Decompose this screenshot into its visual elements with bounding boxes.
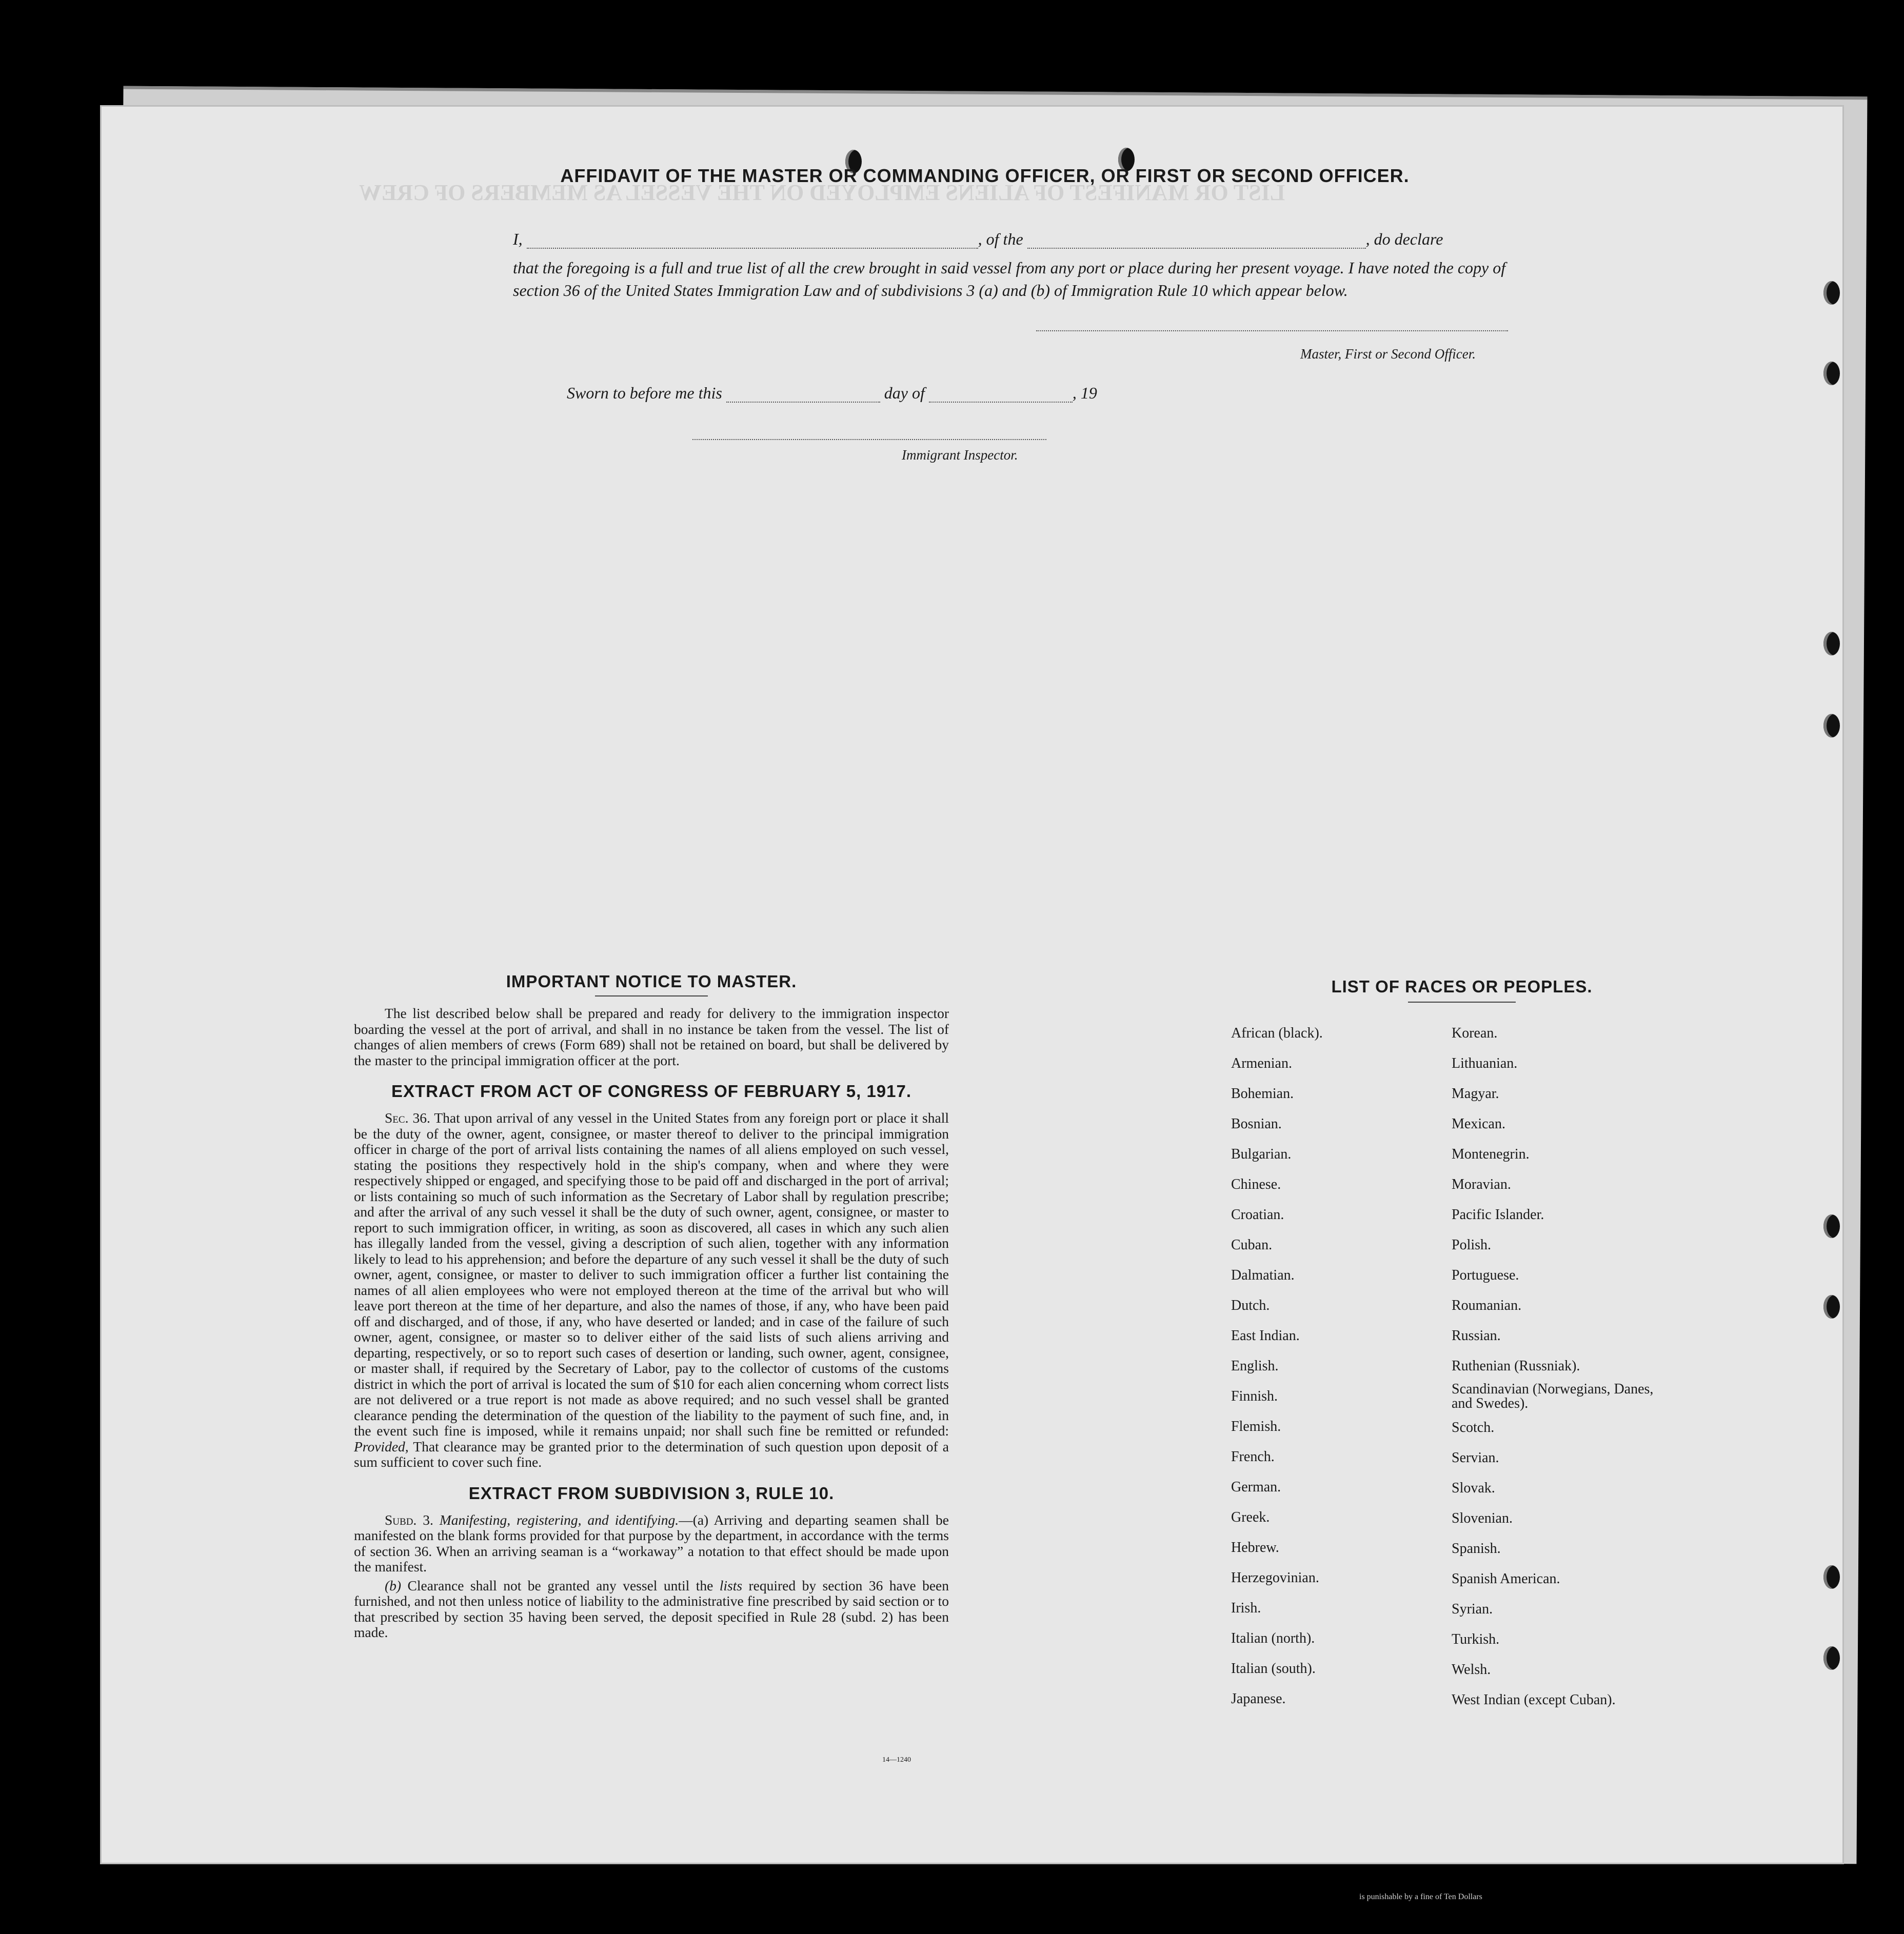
rule-b-body-1: Clearance shall not be granted any vessel until the [407,1577,713,1593]
race-item: Bosnian. [1231,1116,1282,1132]
master-signature-label: Master, First or Second Officer. [1300,346,1476,362]
binding-hole-right [1823,1214,1840,1238]
notice-rule [595,995,708,996]
inspector-label: Immigrant Inspector. [902,447,1018,463]
race-item: Pacific Islander. [1452,1207,1544,1223]
affidavit-title: AFFIDAVIT OF THE MASTER OR COMMANDING OFFICER, OR FIRST OR SECOND OFFICER. [560,165,1410,186]
declaration-do-declare: , do declare [1365,230,1443,248]
race-item: Servian. [1452,1450,1499,1466]
race-item: Greek. [1231,1509,1270,1525]
binding-hole-right [1823,714,1840,737]
affidavit-body: that the foregoing is a full and true list of all the crew brought in said vessel from any port or place during her present voyage. I have noted the copy of section 36 of the United States Immigration Law and of subdivisions 3 (a) and (b) of Immigration Rule 10 which appear below. [513,258,1506,300]
race-item: Italian (south). [1231,1661,1316,1677]
declaration-of-the: , of the [978,230,1023,248]
vessel-blank[interactable] [1027,235,1366,249]
races-columns [1231,1018,1693,1715]
act-body: That upon arrival of any vessel in the United States from any foreign port or place it shall be the duty of the owner, agent, consignee, or master thereof to deliver to the principal immigration officer in charge of the port of arrival lists containing the names of all aliens employed on such vessel, stating the positions they respectively hold in the ship's company, when and where they were respectively shipped or engaged, and specifying those to be paid off and discharged in the port of arrival; or lists containing so much of such information as the Secretary of Labor shall by regulation prescribe; and after the arrival of any such vessel it shall be the duty of such owner, agent, consignee, or master to report to such immigration officer, in writing, as soon as discovered, all cases in which any such alien has illegally landed from the vessel, giving a description of such alien, together with any information likely to lead to his apprehension; and before the departure of any such vessel it shall be the duty of such owner, agent, consignee, or master to deliver to such immigration officer a further list containing the names of all alien employees who were not employed thereon at the time of the arrival but who will leave port thereon at the time of her departure, and also the names of those, if any, who have been paid off and discharged, and of those, if any, who have deserted or landed; and in case of the failure of such owner, agent, consignee, or master so to deliver either of the said lists of such aliens arriving and departing, respectively, or so to report such cases of desertion or landing, such owner, agent, consignee, or master shall, if required by the Secretary of Labor, pay to the collector of customs of the customs district in which the port of arrival is located the sum of $10 for each alien concerning whom correct lists are not delivered or a true report is not made as above required; and no such vessel shall be granted clearance pending the determination of the question of the liability to the payment of such fine, and, in the event such fine is imposed, while it remains unpaid; nor shall such fine be remitted or refunded: [354,1110,949,1439]
binding-hole-right [1823,1646,1840,1670]
race-item: Mexican. [1452,1116,1505,1132]
declaration-i: I, [513,230,523,248]
race-item: Herzegovinian. [1231,1570,1319,1586]
race-item: Scotch. [1452,1420,1495,1435]
race-item: French. [1231,1449,1275,1465]
race-item: Roumanian. [1452,1298,1522,1313]
rule-title: EXTRACT FROM SUBDIVISION 3, RULE 10. [468,1483,835,1503]
race-item: Moravian. [1452,1177,1511,1192]
bleed-through-footer: is punishable by a fine of Ten Dollars [1359,1892,1482,1901]
notice-title: IMPORTANT NOTICE TO MASTER. [506,972,797,991]
act-title: EXTRACT FROM ACT OF CONGRESS OF FEBRUARY 5, 1917. [391,1082,912,1101]
sworn-day-blank[interactable] [726,389,880,403]
race-item: East Indian. [1231,1328,1300,1344]
race-item: Japanese. [1231,1691,1286,1707]
bleed-through-title: LIST OR MANIFEST OF ALIENS EMPLOYED ON THE VESSEL AS MEMBERS OF CREW [359,180,1285,205]
races-rule [1408,1002,1516,1003]
race-item: Finnish. [1231,1388,1278,1404]
binding-hole-right [1823,632,1840,655]
race-item: Lithuanian. [1452,1055,1518,1071]
race-item: Croatian. [1231,1207,1284,1223]
form-number: 14—1240 [882,1756,911,1764]
race-item: Ruthenian (Russniak). [1452,1358,1580,1374]
rule-subd-label: Subd. 3. [385,1511,433,1528]
race-item: Flemish. [1231,1419,1281,1434]
binding-hole-right [1823,281,1840,305]
sworn-label: Sworn to before me this [567,384,722,402]
sworn-month-blank[interactable] [929,389,1073,403]
race-item: Dutch. [1231,1298,1270,1313]
race-item: Portuguese. [1452,1267,1519,1283]
rule-a-body: Arriving and departing seamen shall be manifested on the blank forms provided for that purpose by the department, in accordance with the terms of section 36. When an arriving seaman is a “workaway” a notation to that effect should be made upon the manifest. [354,1511,949,1574]
master-signature-blank[interactable] [1036,318,1508,331]
notice-column [354,972,949,1641]
sworn-year: , 19 [1072,384,1097,402]
sworn-day-of: day of [884,384,925,402]
race-item: Magyar. [1452,1086,1499,1102]
name-blank[interactable] [527,235,978,249]
rule-heading: Manifesting, registering, and identifying. [439,1511,679,1528]
race-item: German. [1231,1479,1281,1495]
race-item: Syrian. [1452,1601,1493,1617]
race-item: Korean. [1452,1025,1498,1041]
rule-b-lists: lists [719,1577,743,1593]
races-left-column [1231,1018,1452,1715]
inspector-signature-blank[interactable] [692,427,1046,440]
master-signature-line [1036,318,1508,331]
race-item: Bulgarian. [1231,1146,1292,1162]
race-item: Scandinavian (Norwegians, Danes, and Swedes). [1452,1381,1654,1411]
race-item: Turkish. [1452,1631,1500,1647]
act-section-36 [354,1110,949,1470]
notice-body: The list described below shall be prepared and ready for delivery to the immigration inspector boarding the vessel at the port of arrival, and shall in no instance be taken from the vessel. The list of changes of alien members of crews (Form 689) shall not be retained on board, but shall be delivered by the master to the principal immigration officer at the port. [354,1005,949,1068]
race-item: Polish. [1452,1237,1492,1253]
binding-hole-right [1823,1295,1840,1319]
race-item: Chinese. [1231,1177,1281,1192]
race-item: Hebrew. [1231,1540,1279,1556]
races-list [1231,977,1693,1715]
race-item: Slovak. [1452,1480,1495,1496]
race-item: Armenian. [1231,1055,1292,1071]
race-item: Slovenian. [1452,1510,1513,1526]
act-body-end: That clearance may be granted prior to the determination of such question upon deposit of a sum sufficient to cover such fine. [354,1438,949,1470]
races-right-column [1452,1018,1693,1715]
rule-b-body-2: required by section 36 have been furnished, and not then unless notice of liability to the administrative fine prescribed by said section or to that prescribed by section 35 having been served, the deposit specified in Rule 28 (subd. 2) has been made. [354,1577,949,1640]
race-item: Russian. [1452,1328,1501,1344]
race-item: Italian (north). [1231,1630,1315,1646]
race-item: Spanish. [1452,1541,1501,1557]
races-title: LIST OF RACES OR PEOPLES. [1331,977,1593,996]
race-item: African (black). [1231,1025,1323,1041]
race-item: West Indian (except Cuban). [1452,1692,1616,1708]
race-item: Dalmatian. [1231,1267,1295,1283]
race-item: Cuban. [1231,1237,1273,1253]
binding-hole-right [1823,1565,1840,1589]
race-item: Bohemian. [1231,1086,1294,1102]
rule-b-label: (b) [385,1577,402,1593]
rule-a-label: —(a) [679,1511,709,1528]
act-section-label: Sec. 36. [385,1110,430,1126]
race-item: Welsh. [1452,1662,1491,1678]
race-item: Montenegrin. [1452,1146,1530,1162]
sworn-line [567,384,1097,403]
race-item: Spanish American. [1452,1571,1560,1587]
affidavit-declaration-line [513,230,1443,249]
race-item: Irish. [1231,1600,1261,1616]
race-item: English. [1231,1358,1279,1374]
rule-subd-a [354,1512,949,1575]
rule-subd-b [354,1578,949,1641]
act-provided: Provided, [354,1438,409,1454]
binding-hole-right [1823,362,1840,385]
inspector-signature-line [692,427,1046,440]
